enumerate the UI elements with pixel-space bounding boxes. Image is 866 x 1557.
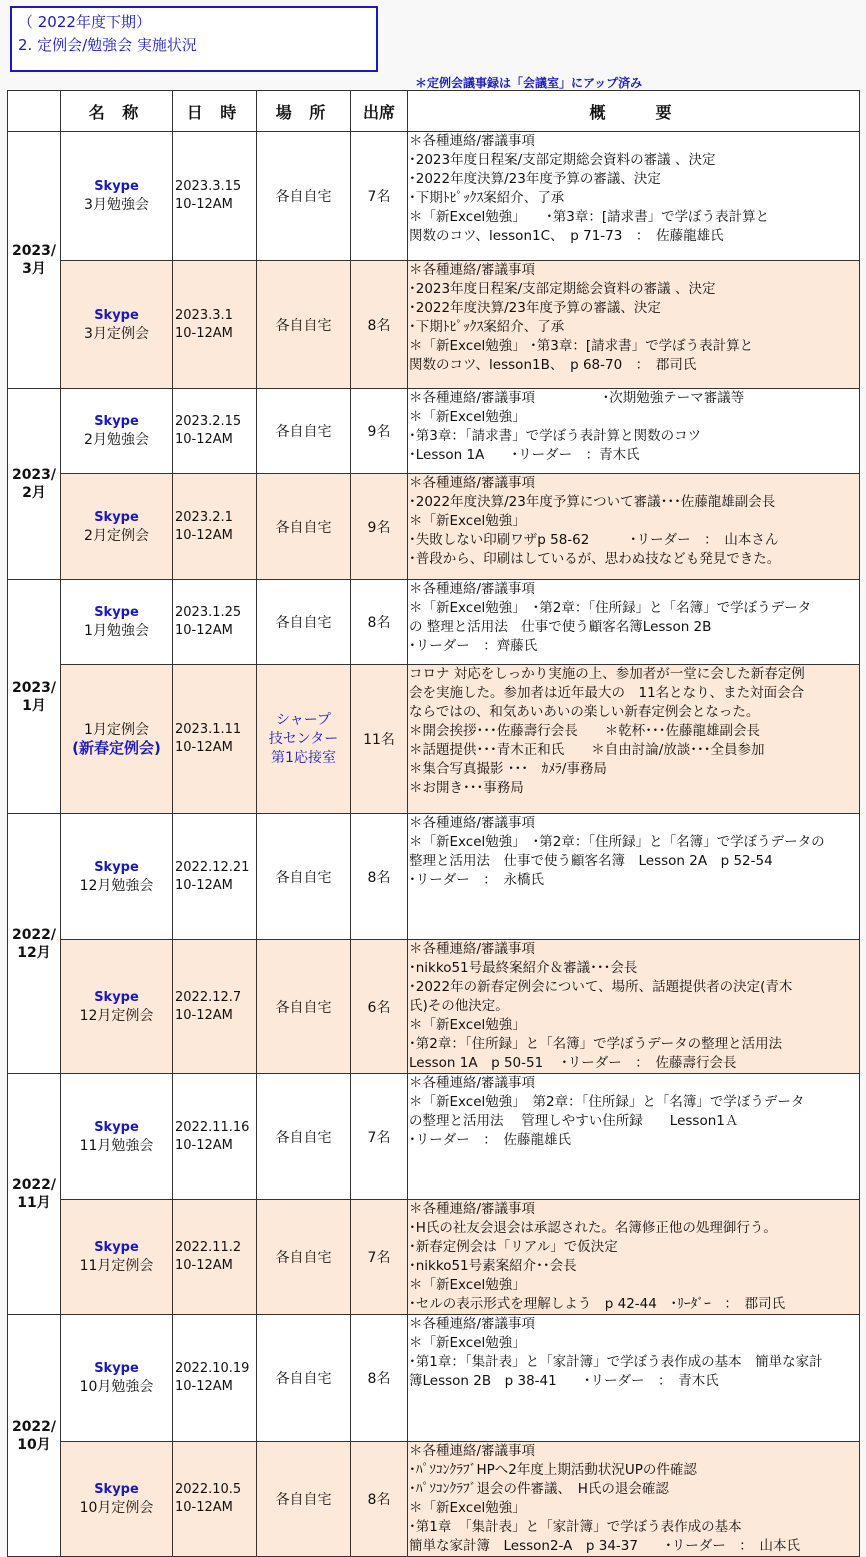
table-row [8, 474, 860, 580]
summary-cell [408, 389, 860, 474]
summary-line: ＊各種連絡/審議事項 [409, 1201, 536, 1217]
date-cell [173, 580, 257, 665]
event-title: 11月定例会 [79, 1258, 154, 1274]
summary-line: ＊話題提供･･･青木正和氏 ＊自由討論/放談･･･全員参加 [409, 742, 765, 758]
place-cell [257, 1200, 351, 1315]
summary-cell [408, 1442, 860, 1557]
event-title: 12月定例会 [79, 1007, 154, 1024]
summary-cell [408, 132, 860, 261]
summary-line: ･nikko51号最終案紹介＆審議･･･会長 [409, 960, 638, 976]
summary-line: ･下期ﾄﾋﾟｯｸｽ案紹介、了承 [409, 190, 565, 206]
event-platform: Skype [94, 989, 139, 1005]
summary-line: ･Lesson 1A ･リーダー ：青木氏 [409, 447, 640, 463]
attendance-cell [351, 1200, 408, 1315]
event-name-cell [61, 814, 173, 940]
event-date: 2023.1.25 [175, 605, 242, 620]
summary-line: ･普段から、印刷はしているが、思わぬ技なども発見できた。 [409, 551, 781, 567]
summary-line: ＊「新Excel勉強」 第2章：「住所録」と「名簿」で学ぼうデータ [409, 1094, 805, 1110]
event-platform: Skype [94, 179, 139, 194]
month-cell [8, 1315, 61, 1557]
event-date: 2022.11.2 [175, 1240, 242, 1255]
event-time: 10-12AM [175, 432, 233, 447]
event-time: 10-12AM [175, 197, 233, 212]
summary-line: ･新春定例会は「リアル」で仮決定 [409, 1239, 618, 1255]
event-place: 各自自宅 [275, 1492, 332, 1508]
event-name-cell [61, 261, 173, 389]
event-platform: Skype [94, 859, 139, 875]
title-box [10, 6, 378, 72]
summary-line: ＊各種連絡/審議事項 [409, 1075, 536, 1091]
summary-line: コロナ 対応をしっかり実施の上、参加者が一堂に会した新春定例 [409, 666, 805, 682]
summary-line: 整理と活用法 仕事で使う顧客名簿 Lesson 2A p 52-54 [409, 853, 773, 869]
place-cell [257, 940, 351, 1074]
event-place: 各自自宅 [275, 189, 332, 205]
table-row [8, 580, 860, 665]
date-cell [173, 814, 257, 940]
summary-line: ･第1章 「集計表」と「家計簿」で学ぼう表作成の基本 [409, 1519, 742, 1535]
summary-line: ･ﾊﾟｿｺﾝｸﾗﾌﾞ退会の件審議、 H氏の退会確認 [409, 1481, 669, 1497]
summary-line: ＊各種連絡/審議事項 [409, 1443, 536, 1459]
summary-line: ＊「新Excel勉強」 [409, 1500, 526, 1516]
event-platform: Skype [94, 307, 139, 323]
event-name-cell [61, 940, 173, 1074]
summary-cell [408, 665, 860, 814]
date-cell [173, 940, 257, 1074]
col-header-name: 名 称 [61, 91, 173, 132]
summary-line: ･H氏の社友会退会は承認された。名簿修正他の処理御行う。 [409, 1220, 777, 1236]
event-date: 2022.12.7 [175, 989, 242, 1005]
summary-line: ･2023年度日程案/支部定期総会資料の審議 、決定 [409, 152, 716, 168]
date-cell [173, 474, 257, 580]
summary-cell [408, 940, 860, 1074]
event-platform: Skype [94, 509, 139, 525]
table-row [8, 1442, 860, 1557]
summary-line: ＊「新Excel勉強」 [409, 1277, 526, 1293]
summary-cell [408, 1315, 860, 1442]
event-title: 10月定例会 [79, 1500, 154, 1516]
event-platform: 1月定例会 [84, 722, 149, 738]
summary-cell [408, 261, 860, 389]
event-time: 10-12AM [175, 877, 233, 893]
col-header-place: 場 所 [257, 91, 351, 132]
date-cell [173, 132, 257, 261]
event-place: 各自自宅 [275, 999, 332, 1016]
table-row [8, 1315, 860, 1442]
place-cell [257, 389, 351, 474]
event-place: 各自自宅 [275, 424, 332, 440]
summary-line: ･2022年度決算/23年度予算の審議、決定 [409, 171, 661, 187]
place-cell [257, 1442, 351, 1557]
summary-line: ･2022年の新春定例会について、場所、話題提供者の決定(青木 [409, 979, 793, 995]
attendance-cell [351, 1074, 408, 1200]
summary-line: ･第2章：「住所録」と「名簿」で学ぼうデータの整理と活用法 [409, 1036, 783, 1052]
attendance-count: 9名 [367, 424, 391, 440]
event-date: 2022.10.5 [175, 1482, 242, 1497]
event-platform: Skype [94, 605, 139, 620]
event-time: 10-12AM [175, 1007, 233, 1023]
col-header-datetime: 日 時 [173, 91, 257, 132]
month-cell [8, 580, 61, 814]
event-title: 2月定例会 [84, 527, 149, 544]
event-platform: Skype [94, 1482, 139, 1497]
attendance-cell [351, 940, 408, 1074]
minutes-note: ＊定例会議事録は「会議室」にアップ済み [415, 76, 643, 90]
date-cell [173, 1200, 257, 1315]
attendance-count: 8名 [367, 1492, 391, 1508]
table-row [8, 1074, 860, 1200]
col-header-summary: 概 要 [408, 91, 860, 132]
event-date: 2023.3.15 [175, 179, 242, 194]
attendance-cell [351, 580, 408, 665]
summary-line: 簿Lesson 2B p 38-41 ･リーダー ： 青木氏 [409, 1373, 719, 1389]
col-header-month [8, 91, 61, 132]
attendance-count: 9名 [367, 519, 391, 536]
month-cell [8, 132, 61, 389]
place-cell [257, 1315, 351, 1442]
summary-line: ＊お開き･･･事務局 [409, 780, 524, 796]
header-row [8, 91, 860, 132]
summary-line: ＊「新Excel勉強」 ･第3章：[請求書」で学ぼう表計算と [409, 209, 770, 225]
summary-line: ･第1章：「集計表」と「家計簿」で学ぼう表作成の基本 簡単な家計 [409, 1354, 823, 1370]
event-place: 各自自宅 [275, 615, 332, 631]
event-date: 2023.2.1 [175, 509, 233, 525]
place-cell [257, 665, 351, 814]
event-platform: Skype [94, 414, 139, 429]
event-place: 各自自宅 [275, 1250, 332, 1266]
summary-line: の 整理と活用法 仕事で使う顧客名簿Lesson 2B [409, 619, 712, 635]
event-title: 3月勉強会 [84, 197, 149, 213]
event-time: 10-12AM [175, 1379, 233, 1394]
summary-line: ･セルの表示形式を理解しよう p 42-44 ･ﾘｰﾀﾞｰ ： 郡司氏 [409, 1296, 786, 1312]
event-place: 各自自宅 [275, 519, 332, 536]
event-name-cell [61, 132, 173, 261]
event-name-cell [61, 1074, 173, 1200]
attendance-cell [351, 1442, 408, 1557]
month-label: 2022/ 12月 [11, 926, 57, 961]
summary-line: ＊各種連絡/審議事項 [409, 262, 536, 278]
month-cell [8, 814, 61, 1074]
summary-cell [408, 1074, 860, 1200]
event-name-cell [61, 665, 173, 814]
summary-line: ･リーダー ： 佐藤龍雄氏 [409, 1132, 571, 1148]
attendance-cell [351, 665, 408, 814]
summary-line: ＊「新Excel勉強」 [409, 1335, 526, 1351]
table-row [8, 814, 860, 940]
table-row [8, 261, 860, 389]
event-place: 各自自宅 [275, 1129, 332, 1146]
table-row [8, 665, 860, 814]
event-title: 12月勉強会 [79, 877, 154, 894]
summary-line: 氏)その他決定。 [409, 998, 509, 1014]
schedule-table [7, 90, 860, 1557]
summary-line: ･nikko51号素案紹介･･会長 [409, 1258, 577, 1274]
event-platform: Skype [94, 1119, 139, 1135]
place-cell [257, 261, 351, 389]
summary-line: ＊各種連絡/審議事項 [409, 581, 536, 597]
page-title: 2. 定例会/勉強会 実施状況 [18, 36, 197, 54]
summary-line: 関数のコツ、lesson1C、 p 71-73 ： 佐藤龍雄氏 [409, 228, 724, 244]
month-label: 2022/ 11月 [11, 1177, 57, 1211]
summary-line: 関数のコツ、lesson1B、 p 68-70 ： 郡司氏 [409, 357, 697, 373]
event-place: 各自自宅 [275, 317, 332, 334]
summary-line: 会を実施した。参加者は近年最大の 11名となり、また対面会合 [409, 685, 805, 701]
date-cell [173, 389, 257, 474]
attendance-cell [351, 261, 408, 389]
event-time: 10-12AM [175, 1258, 233, 1273]
summary-line: ＊各種連絡/審議事項 ･次期勉強テーマ審議等 [409, 390, 745, 406]
event-date: 2022.10.19 [175, 1361, 250, 1376]
summary-line: ＊「新Excel勉強」 [409, 1017, 526, 1033]
month-label: 2023/ 1月 [11, 679, 57, 714]
event-date: 2023.1.11 [175, 722, 242, 737]
place-cell [257, 132, 351, 261]
summary-line: ＊各種連絡/審議事項 [409, 941, 536, 957]
place-cell [257, 1074, 351, 1200]
summary-line: ＊各種連絡/審議事項 [409, 815, 536, 831]
attendance-cell [351, 389, 408, 474]
place-cell [257, 474, 351, 580]
event-name-cell [61, 1200, 173, 1315]
summary-line: ならではの、和気あいあいの楽しい新春定例会となった。 [409, 704, 760, 720]
event-title: (新春定例会) [72, 739, 161, 757]
month-label: 2023/ 2月 [11, 467, 57, 501]
event-title: 2月勉強会 [84, 432, 149, 448]
summary-line: ･下期ﾄﾋﾟｯｸｽ案紹介、了承 [409, 319, 565, 335]
event-date: 2022.12.21 [175, 859, 250, 875]
attendance-cell [351, 814, 408, 940]
attendance-count: 8名 [367, 869, 391, 886]
attendance-cell [351, 474, 408, 580]
summary-line: 簡単な家計簿 Lesson2-A p 34-37 ･リーダー ： 山本氏 [409, 1538, 800, 1554]
summary-line: ＊各種連絡/審議事項 [409, 133, 536, 149]
event-name-cell [61, 1315, 173, 1442]
attendance-cell [351, 132, 408, 261]
month-label: 2022/ 10月 [11, 1418, 57, 1453]
event-title: 1月勉強会 [84, 623, 149, 639]
event-time: 10-12AM [175, 623, 233, 638]
event-name-cell [61, 1442, 173, 1557]
event-time: 10-12AM [175, 1137, 233, 1153]
attendance-count: 7名 [367, 1250, 391, 1266]
event-name-cell [61, 580, 173, 665]
summary-line: ＊集合写真撮影 ･･･ ｶﾒﾗ/事務局 [409, 761, 607, 777]
date-cell [173, 1315, 257, 1442]
event-platform: Skype [94, 1361, 139, 1376]
event-name-cell [61, 389, 173, 474]
table-row [8, 1200, 860, 1315]
event-place: 各自自宅 [275, 869, 332, 886]
attendance-count: 7名 [367, 1129, 391, 1146]
event-platform: Skype [94, 1240, 139, 1255]
summary-line: ･失敗しない印刷ワザp 58-62 ･リーダー ： 山本さん [409, 532, 779, 548]
event-time: 10-12AM [175, 740, 233, 755]
summary-line: ･リーダー ： 永橋氏 [409, 872, 544, 888]
event-title: 10月勉強会 [79, 1379, 154, 1395]
col-header-attendance: 出席 [351, 91, 408, 132]
summary-line: ＊「新Excel勉強」 [409, 409, 526, 425]
summary-line: ･第3章：「請求書」で学ぼう表計算と関数のコツ [409, 428, 702, 444]
schedule-body [8, 132, 860, 1557]
summary-line: ＊開会挨拶･･･佐藤壽行会長 ＊乾杯･･･佐藤龍雄副会長 [409, 723, 760, 739]
date-cell [173, 1442, 257, 1557]
summary-line: ･2023年度日程案/支部定期総会資料の審議 、決定 [409, 281, 716, 297]
summary-cell [408, 580, 860, 665]
attendance-count: 7名 [367, 189, 391, 205]
table-row [8, 132, 860, 261]
place-cell [257, 814, 351, 940]
place-cell [257, 580, 351, 665]
attendance-cell [351, 1315, 408, 1442]
summary-line: ＊「新Excel勉強」 ･第2章：「住所録」と「名簿」で学ぼうデータ [409, 600, 812, 616]
event-time: 10-12AM [175, 325, 233, 341]
event-date: 2023.2.15 [175, 414, 242, 429]
attendance-count: 8名 [367, 317, 391, 334]
date-cell [173, 1074, 257, 1200]
summary-cell [408, 814, 860, 940]
summary-cell [408, 474, 860, 580]
attendance-count: 8名 [367, 615, 391, 631]
date-cell [173, 261, 257, 389]
summary-line: ･ﾊﾟｿｺﾝｸﾗﾌﾞHPへ2年度上期活動状況UPの件確認 [409, 1462, 697, 1478]
summary-cell [408, 1200, 860, 1315]
date-cell [173, 665, 257, 814]
attendance-count: 11名 [363, 732, 395, 748]
event-date: 2023.3.1 [175, 307, 233, 323]
event-place: 各自自宅 [275, 1371, 332, 1387]
summary-line: ･2022年度決算/23年度予算の審議、決定 [409, 300, 661, 316]
event-title: 3月定例会 [84, 325, 149, 342]
event-time: 10-12AM [175, 527, 233, 543]
table-row [8, 940, 860, 1074]
title-period: （ 2022年度下期） [18, 13, 151, 31]
month-cell [8, 1074, 61, 1315]
attendance-count: 6名 [367, 999, 391, 1016]
summary-line: ･リーダー ：齊藤氏 [409, 638, 538, 654]
event-time: 10-12AM [175, 1500, 233, 1515]
event-name-cell [61, 474, 173, 580]
event-title: 11月勉強会 [79, 1137, 154, 1154]
event-place: シャープ 技センター 第1応接室 [268, 711, 339, 766]
event-date: 2022.11.16 [175, 1119, 250, 1135]
summary-line: Lesson 1A p 50-51 ･リーダー ： 佐藤壽行会長 [409, 1055, 737, 1071]
attendance-count: 8名 [367, 1371, 391, 1387]
summary-line: ＊各種連絡/審議事項 [409, 475, 536, 491]
summary-line: の整理と活用法 管理しやすい住所録 Lesson1Ａ [409, 1113, 739, 1129]
month-label: 2023/ 3月 [11, 243, 57, 277]
summary-line: ＊「新Excel勉強」 ･第3章：[請求書」で学ぼう表計算と [409, 338, 754, 354]
summary-line: ＊「新Excel勉強」 ･第2章：「住所録」と「名簿」で学ぼうデータの [409, 834, 825, 850]
month-cell [8, 389, 61, 580]
summary-line: ＊各種連絡/審議事項 [409, 1316, 536, 1332]
table-row [8, 389, 860, 474]
summary-line: ＊「新Excel勉強」 [409, 513, 526, 529]
summary-line: ･2022年度決算/23年度予算について審議･･･佐藤龍雄副会長 [409, 494, 776, 510]
